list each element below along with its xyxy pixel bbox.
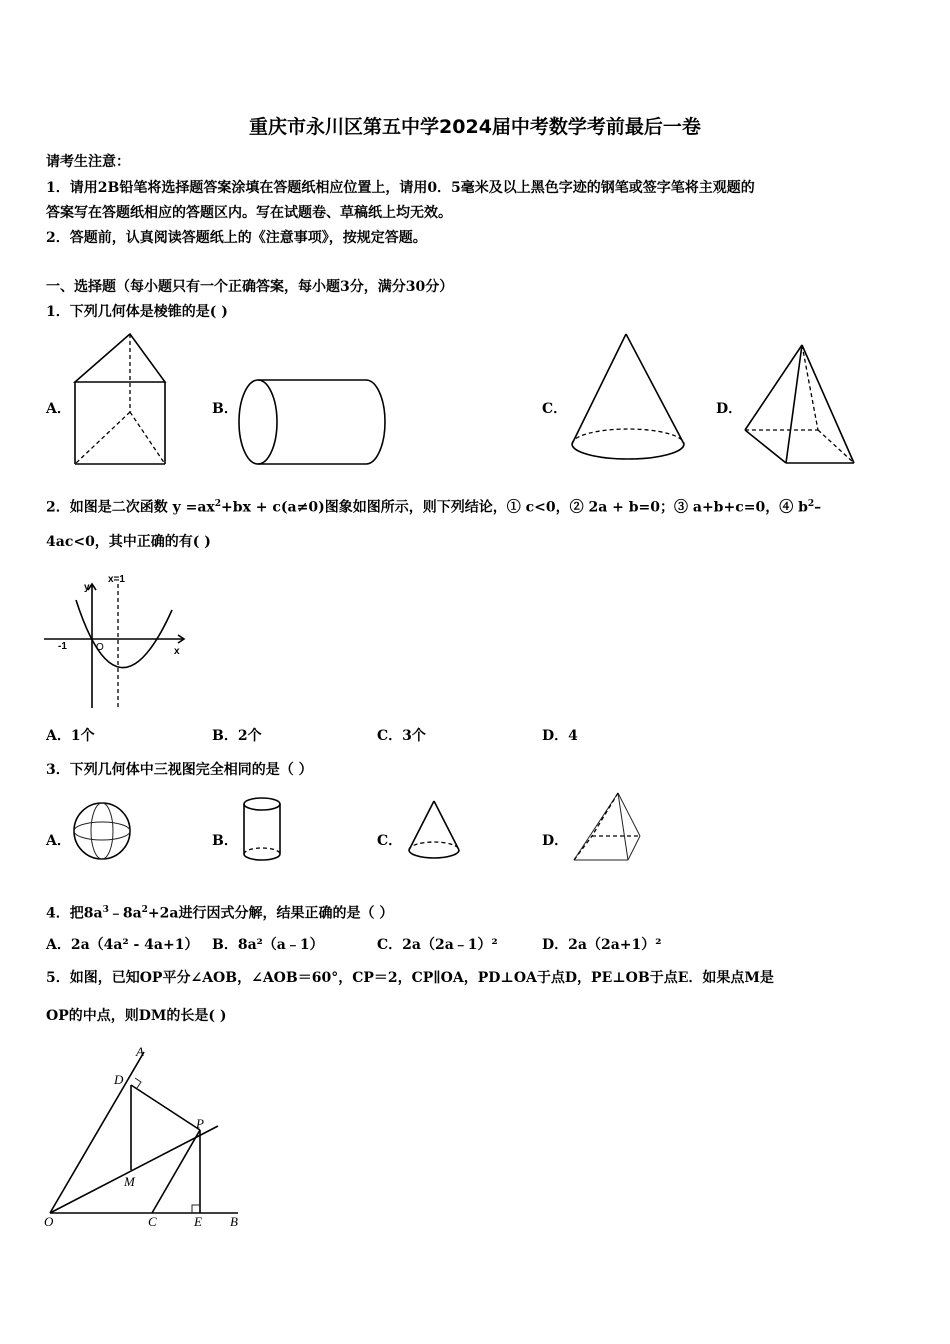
label-m: M: [124, 1174, 135, 1189]
q4-stem-part-a: 4．把8a: [46, 905, 103, 922]
q4-option-a[interactable]: A．2a（4a² - 4a+1）: [46, 937, 199, 953]
label-d: D: [114, 1072, 124, 1087]
q2-sup-2: 2: [807, 499, 815, 509]
angle-bisector-figure: [40, 1040, 250, 1235]
square-pyramid-figure: [570, 790, 645, 865]
graph-axis-of-symmetry-label: x=1: [108, 574, 125, 585]
q5-stem-line1: 5．如图，已知OP平分∠AOB，∠AOB＝60°，CP＝2，CP∥OA，PD⊥OA于点D，PE⊥OB于点E．如果点M是: [46, 970, 774, 986]
q4-sup-1: 3: [102, 905, 109, 915]
graph-origin-label: O: [96, 642, 104, 653]
label-c: C: [148, 1214, 157, 1229]
sphere-figure: [72, 800, 134, 862]
q3-option-a[interactable]: A．: [46, 833, 71, 849]
label-o: O: [44, 1214, 54, 1229]
parabola-graph: [40, 570, 190, 710]
q1-stem: 1．下列几何体是棱锥的是( ): [46, 304, 228, 320]
pyramid-figure: [740, 340, 865, 470]
notice-line1b: 答案写在答题纸相应的答题区内。写在试题卷、草稿纸上均无效。: [46, 205, 452, 221]
q3-option-b[interactable]: B．: [212, 833, 238, 849]
cone-figure: [568, 330, 693, 465]
q2-stem-line1: [46, 494, 821, 518]
label-e: E: [194, 1214, 202, 1229]
q4-stem-part-c: +2a进行因式分解，结果正确的是（ ）: [147, 905, 394, 922]
q1-option-b[interactable]: B．: [212, 401, 238, 417]
q2-sup-1: 2: [214, 499, 222, 509]
q3-option-d[interactable]: D．: [542, 833, 569, 849]
graph-x-label: x: [174, 646, 180, 657]
q4-sup-2: 2: [141, 905, 148, 915]
q2-option-a[interactable]: A．1个: [46, 728, 95, 744]
q3-stem: 3．下列几何体中三视图完全相同的是（ ）: [46, 762, 313, 778]
page-title: 重庆市永川区第五中学2024届中考数学考前最后一卷: [249, 116, 701, 138]
q1-option-d[interactable]: D．: [716, 401, 743, 417]
graph-neg-one-label: -1: [58, 641, 67, 652]
q2-stem-line2: 4ac<0，其中正确的有( ): [46, 534, 211, 550]
q2-stem-part-c: –: [814, 499, 822, 516]
q3-option-c[interactable]: C．: [377, 833, 403, 849]
label-b: B: [230, 1214, 238, 1229]
q4-option-d[interactable]: D．2a（2a+1）²: [542, 937, 662, 953]
notice-line1a: 1．请用2B铅笔将选择题答案涂填在答题纸相应位置上，请用0．5毫米及以上黑色字迹的钢笔或签字笔将主观题的: [46, 180, 755, 196]
triangular-prism-figure: [70, 330, 170, 470]
cylinder-upright-figure: [240, 796, 285, 864]
q1-option-c[interactable]: C．: [542, 401, 568, 417]
q4-stem: [46, 900, 393, 924]
q2-option-d[interactable]: D．4: [542, 728, 578, 744]
notice-heading: 请考生注意：: [46, 154, 130, 170]
graph-y-label: y: [84, 582, 90, 593]
q4-option-c[interactable]: C．2a（2a﹣1）²: [377, 937, 498, 953]
label-a: A: [136, 1044, 144, 1059]
q4-option-b[interactable]: B．8a²（a﹣1）: [212, 937, 324, 953]
q5-stem-line2: OP的中点，则DM的长是( ): [46, 1008, 227, 1024]
q1-option-a[interactable]: A．: [46, 401, 71, 417]
label-p: P: [196, 1116, 204, 1131]
q2-option-c[interactable]: C．3个: [377, 728, 426, 744]
q2-option-b[interactable]: B．2个: [212, 728, 262, 744]
q2-stem-part-b: +bx + c(a≠0)图象如图所示，则下列结论，① c<0，② 2a + b=0；③ a+b+c=0，④ b: [221, 499, 808, 516]
cylinder-lying-figure: [236, 376, 391, 472]
notice-line2: 2．答题前，认真阅读答题纸上的《注意事项》，按规定答题。: [46, 230, 427, 246]
q2-stem-part-a: 2．如图是二次函数 y =ax: [46, 499, 215, 516]
q4-stem-part-b: ﹣8a: [108, 905, 142, 922]
small-cone-figure: [405, 798, 465, 864]
section-heading: 一、选择题（每小题只有一个正确答案，每小题3分，满分30分）: [46, 279, 454, 295]
